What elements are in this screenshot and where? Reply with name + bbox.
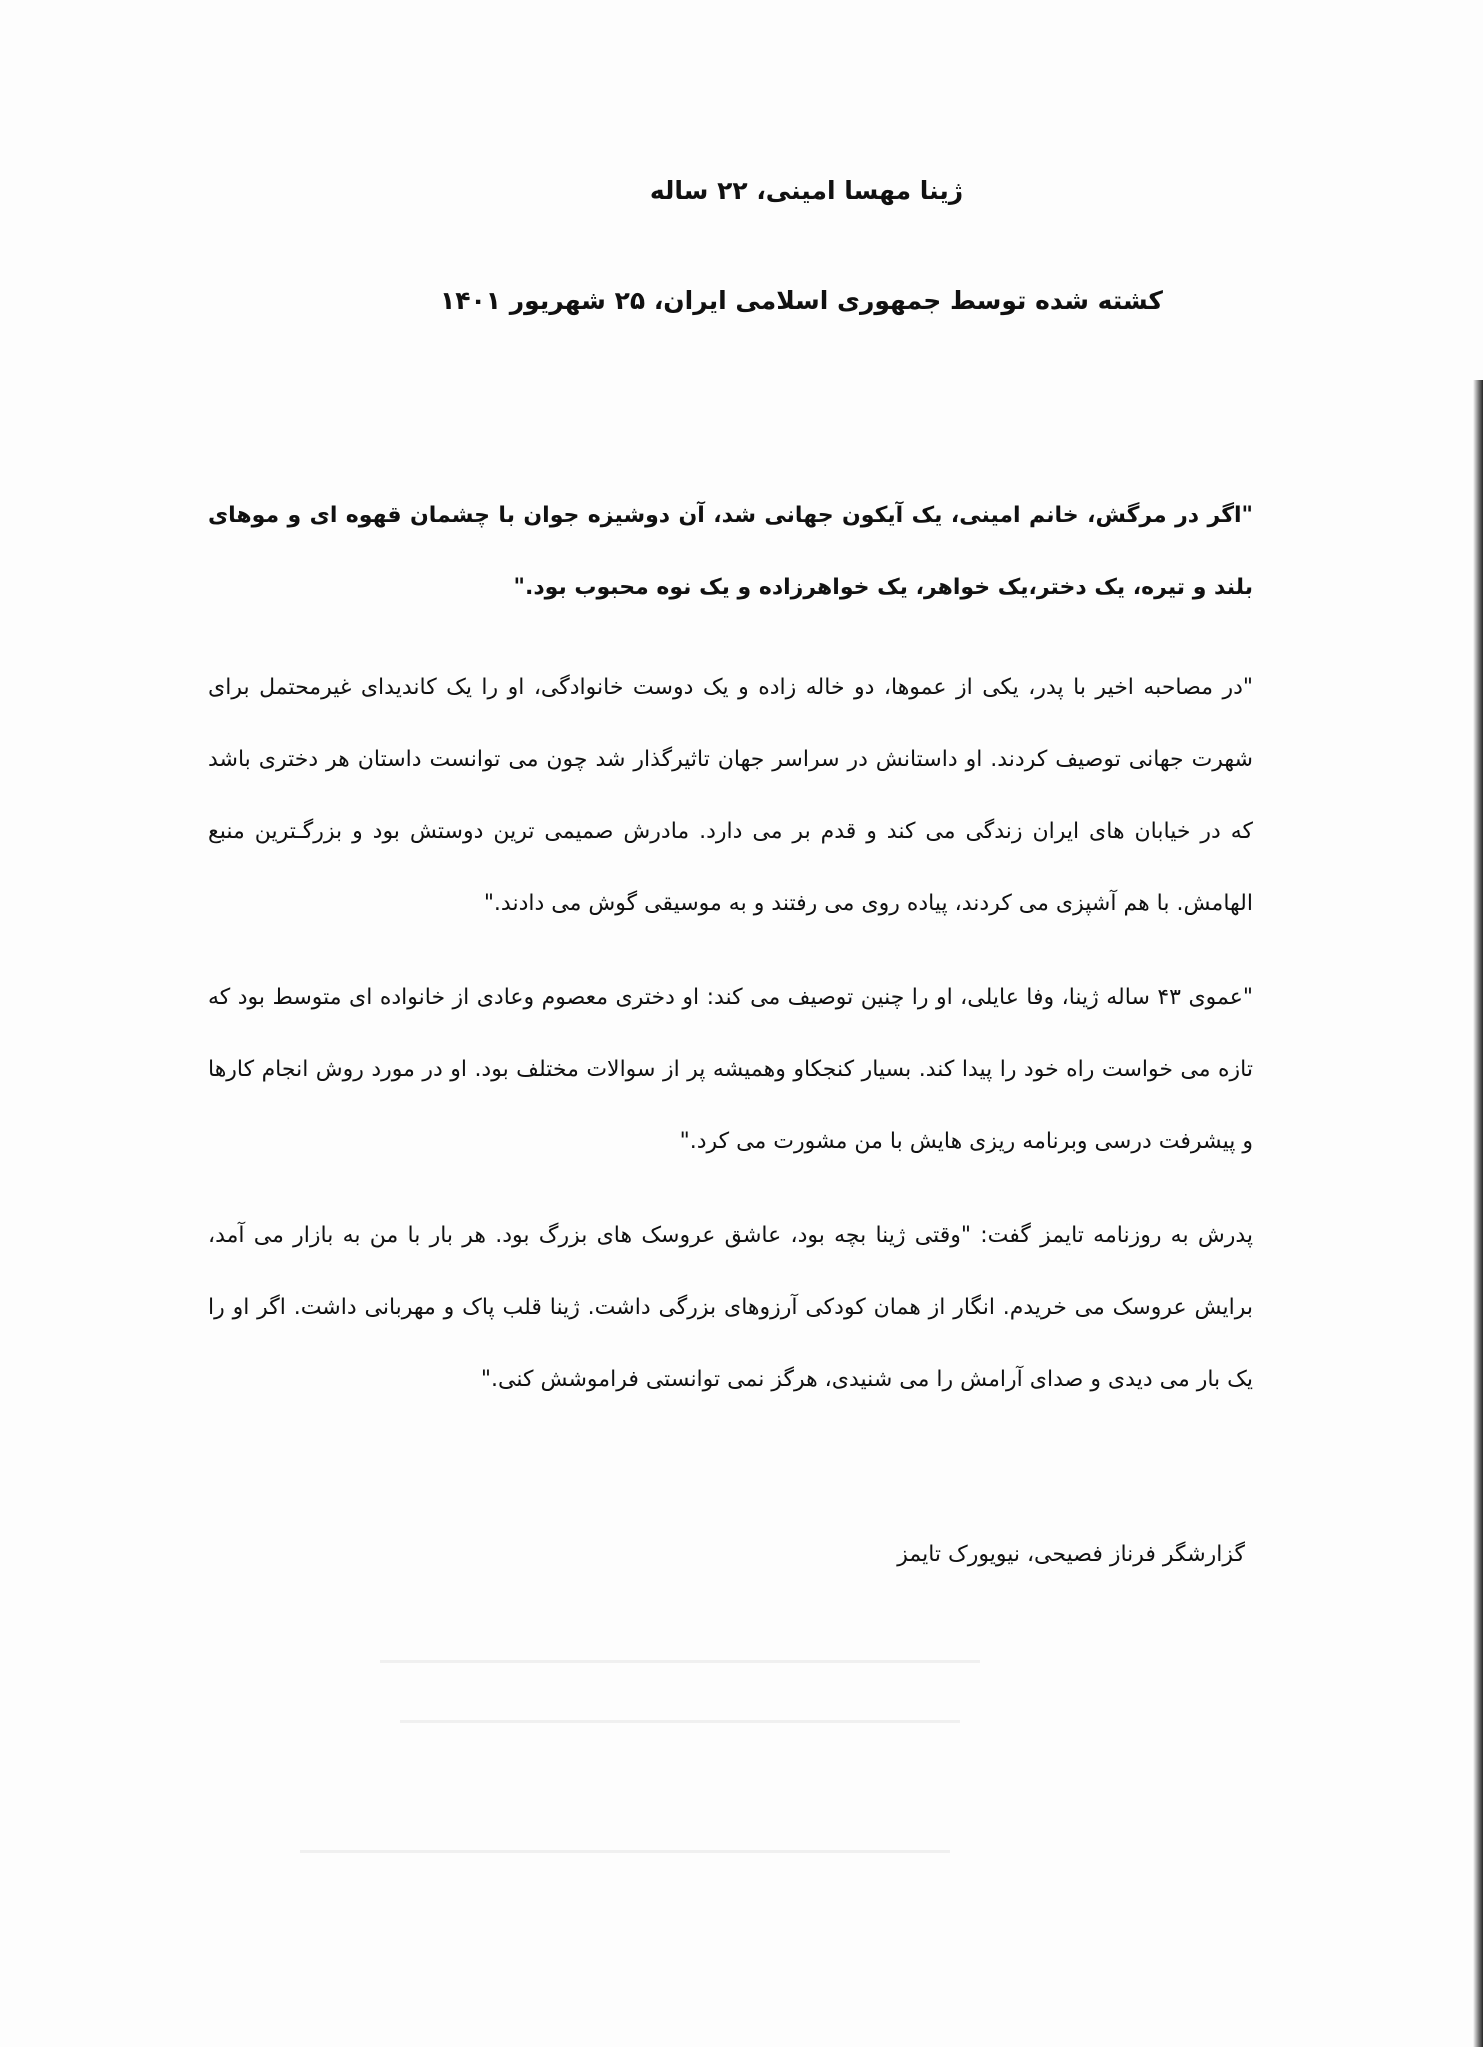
- paragraph-3: "عموی ۴۳ ساله ژینا، وفا عایلی، او را چنین توصیف می کند: او دختری معصوم وعادی از خانواده ای متوسط بود که تازه می خواست راه خود را پیدا کند. بسیار کنجکاو وهمیشه پر از سوالات مختلف بود. او در مورد روش انجام کارها و پیشرفت درسی وبرنامه ریزی هایش با من مشورت می کرد.": [208, 985, 1254, 1154]
- document-subtitle: کشته شده توسط جمهوری اسلامی ایران، ۲۵ شهریور ۱۴۰۱: [440, 286, 1163, 315]
- paragraph-2: "در مصاحبه اخیر با پدر، یکی از عموها، دو خاله زاده و یک دوست خانوادگی، او را یک کاندیدای غیرمحتمل برای شهرت جهانی توصیف کردند. او داستانش در سراسر جهان تاثیرگذار شد چون می توانست داستان هر دختری باشد که در خیابان های ایران زندگی می کند و قدم بر می دارد. مادرش صمیمی ترین دوستش بود و بزرگـترین منبع الهامش. با هم آشپزی می کردند، پیاده روی می رفتند و به موسیقی گوش می دادند.": [208, 675, 1253, 916]
- paragraph-1: "اگر در مرگش، خانم امینی، یک آیکون جهانی شد، آن دوشیزه جوان با چشمان قهوه ای و موهای بلند و تیره، یک دختر،یک خواهر، یک خواهرزاده و یک نوه محبوب بود.": [208, 503, 1253, 600]
- bleed-through-line: [400, 1720, 960, 1723]
- paragraph-4: پدرش به روزنامه تایمز گفت: "وقتی ژینا بچه بود، عاشق عروسک های بزرگ بود. هر بار با من به بازار می آمد، برایش عروسک می خریدم. انگار از همان کودکی آرزوهای بزرگی داشت. ژینا قلب پاک و مهربانی داشت. اگر او را یک بار می دیدی و صدای آرامش را می شنیدی، هرگز نمی توانستی فراموشش کنی.": [208, 1223, 1253, 1392]
- document-title: ژینا مهسا امینی، ۲۲ ساله: [649, 176, 964, 205]
- bleed-through-line: [300, 1850, 950, 1853]
- bleed-through-line: [380, 1660, 980, 1663]
- reporter-signature: گزارشگر فرناز فصیحی، نیویورک تایمز: [897, 1542, 1245, 1567]
- scan-edge-shadow: [1473, 380, 1483, 2047]
